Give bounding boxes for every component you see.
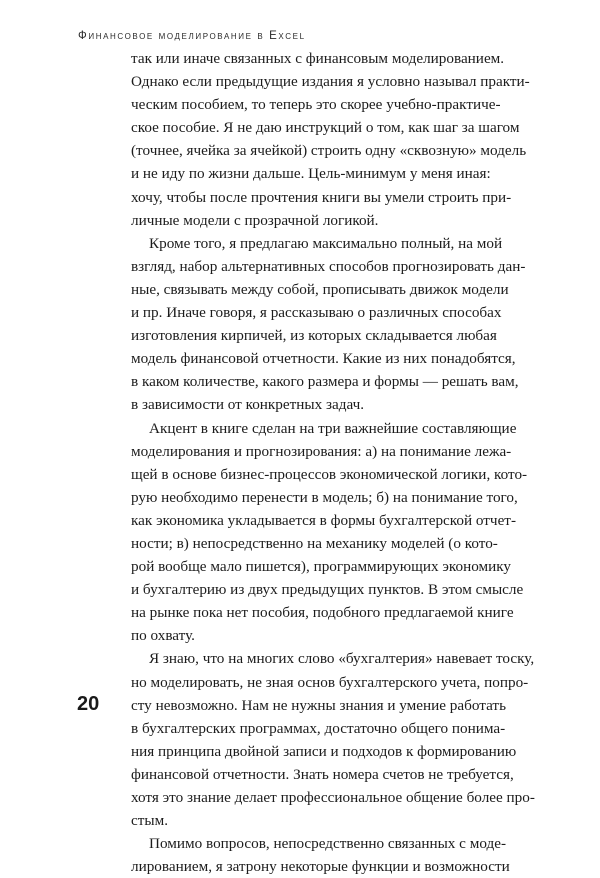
- text-line: ческим пособием, то теперь это скорее учебно-практиче-: [131, 96, 501, 114]
- text-line: ности; в) непосредственно на механику моделей (о кото-: [131, 534, 498, 552]
- text-line: рую необходимо перенести в модель; б) на понимание того,: [131, 488, 518, 506]
- text-line: Однако если предыдущие издания я условно называл практи-: [131, 73, 530, 91]
- text-line: модель финансовой отчетности. Какие из них понадобятся,: [131, 350, 516, 368]
- text-line: ния принципа двойной записи и подходов к формированию: [131, 742, 517, 760]
- text-line: рой вообще мало пишется), программирующих экономику: [131, 558, 511, 576]
- text-line: в бухгалтерских программах, достаточно общего понима-: [131, 719, 506, 737]
- paragraph-4: [131, 647, 535, 832]
- text-line: ные, связывать между собой, прописывать движок модели: [131, 280, 509, 298]
- text-line: Я знаю, что на многих слово «бухгалтерия» навевает тоску,: [149, 650, 535, 668]
- text-line: изготовления кирпичей, из которых складывается любая: [131, 327, 497, 345]
- text-line: Акцент в книге сделан на три важнейшие составляющие: [149, 419, 517, 437]
- text-line: Кроме того, я предлагаю максимально полный, на мой: [149, 234, 503, 252]
- text-line: хочу, чтобы после прочтения книги вы умели строить при-: [131, 188, 512, 206]
- text-line: финансовой отчетности. Знать номера счетов не требуется,: [131, 765, 514, 783]
- text-line: так или иначе связанных с финансовым моделированием.: [131, 50, 505, 67]
- text-line: и пр. Иначе говоря, я рассказываю о различных способах: [131, 304, 502, 322]
- text-line: хотя это знание делает профессиональное общение более про-: [131, 789, 535, 806]
- text-line: стым.: [131, 812, 168, 830]
- running-head: Финансовое моделирование в Excel: [78, 30, 306, 42]
- page-number: 20: [77, 693, 100, 715]
- text-line: взгляд, набор альтернативных способов прогнозировать дан-: [131, 257, 526, 275]
- text-line: Помимо вопросов, непосредственно связанных с моде-: [149, 835, 507, 853]
- text-line: но моделировать, не зная основ бухгалтерского учета, попро-: [131, 673, 529, 691]
- text-line: личные модели с прозрачной логикой.: [131, 211, 379, 229]
- paragraph-2: [131, 232, 526, 417]
- text-line: как экономика укладывается в формы бухгалтерской отчет-: [131, 511, 517, 529]
- text-line: ское пособие. Я не даю инструкций о том, как шаг за шагом: [131, 119, 520, 137]
- text-line: и бухгалтерию из двух предыдущих пунктов. В этом смысле: [131, 581, 524, 599]
- text-line: в каком количестве, какого размера и формы — решать вам,: [131, 373, 519, 391]
- text-line: сту невозможно. Нам не нужны знания и умение работать: [131, 696, 506, 714]
- body-text: [131, 47, 535, 878]
- text-line: моделирования и прогнозирования: а) на понимание лежа-: [131, 442, 512, 460]
- text-line: лированием, я затрону некоторые функции и возможности: [131, 858, 510, 876]
- text-line: по охвату.: [131, 627, 195, 645]
- text-line: щей в основе бизнес-процессов экономической логики, кото-: [131, 465, 528, 483]
- paragraph-5: [131, 832, 510, 878]
- text-line: на рынке пока нет пособия, подобного предлагаемой книге: [131, 604, 514, 622]
- text-line: и не иду по жизни дальше. Цель-минимум у меня иная:: [131, 165, 491, 183]
- paragraph-1: [131, 47, 530, 232]
- paragraph-3: [131, 417, 528, 648]
- text-line: (точнее, ячейка за ячейкой) строить одну «сквозную» модель: [131, 142, 527, 160]
- text-line: в зависимости от конкретных задач.: [131, 396, 365, 414]
